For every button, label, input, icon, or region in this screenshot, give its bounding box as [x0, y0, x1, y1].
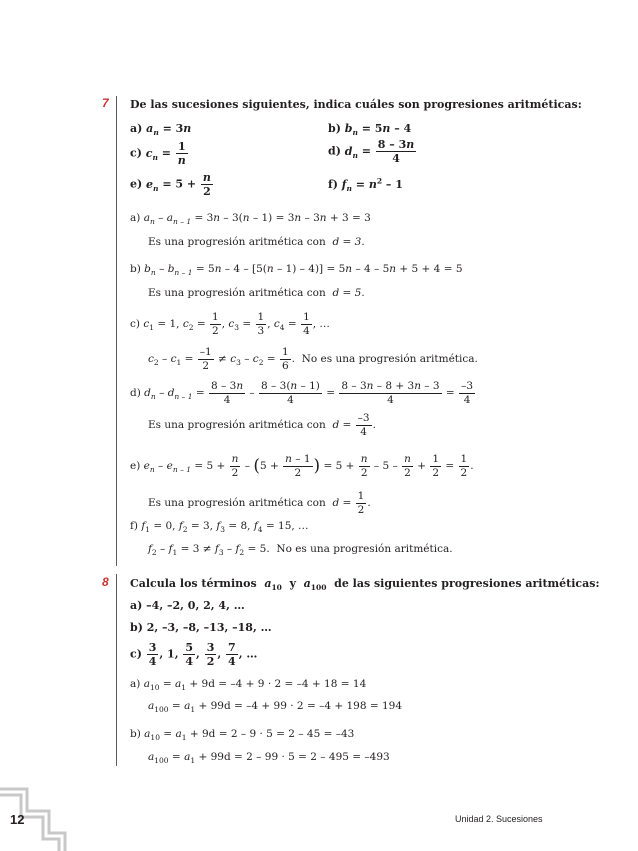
q7-sol-a-d: d = 3.: [332, 236, 365, 248]
q8-heading-mid: y: [289, 577, 296, 590]
q7-sol-f-label: f): [130, 520, 138, 532]
q7-option-c: c) $c_n$ = $\frac{1}{n}$: [130, 140, 186, 167]
q7-option-b: b) $b_n = 5n - 4$: [328, 122, 412, 137]
q7-number: 7: [102, 96, 109, 110]
q7-sol-b-d: d = 5.: [332, 287, 365, 299]
q7-sol-b-label: b): [130, 263, 141, 275]
q7-solution-c-check: $c_2 - c_1$ = $\frac{-1}{2}$ ≠ $c_3 - c_2$ = $\frac{1}{6}$ . No es una progresión aritmética.: [148, 346, 478, 372]
q8-option-b: b) 2, –3, –8, –13, –18, …: [130, 621, 272, 634]
q8-option-a: a) –4, –2, 0, 2, 4, …: [130, 599, 245, 612]
q7-solution-d: d) $d_n - d_{n - 1}$ = $\frac{8 - 3n}{4}$ – $\frac{8 - 3(n - 1)}{4}$ = $\frac{8 - 3n - 8 + 3n - 3}{4}$ = $\frac{-3}{4}$: [130, 380, 473, 406]
q8-heading: Calcula los términos $a_{10}$ y $a_{100}$ de las siguientes progresiones aritméticas:: [130, 577, 600, 592]
q7-sol-b-text: Es una progresión aritmética con: [148, 287, 326, 299]
q8-sol-a100-rest: + 99d = –4 + 99 · 2 = –4 + 198 = 194: [195, 700, 403, 712]
footer-unit-title: Unidad 2. Sucesiones: [455, 814, 543, 824]
q7-solution-e: e) $e_n - e_{n - 1} = 5$ + $\frac{n}{2}$ – (5 + $\frac{n - 1}{2}$ ) = 5 + $\frac{n}{2}$ – 5 – $\frac{n}{2}$ + $\frac{1}{2}$ = $\frac{1}{2}$ .: [130, 453, 474, 479]
q8-heading-post: de las siguientes progresiones aritméticas:: [334, 577, 600, 590]
q7-sol-e-text: Es una progresión aritmética con: [148, 497, 326, 509]
q7-rule: [116, 96, 117, 566]
q8-solution-a-100: $a_{100} = a_1 + 99d = -4 + 99 \cdot 2 = -4 + 198 = 194$: [148, 700, 403, 714]
q7-solution-b: b) $b_n - b_{n - 1} = 5n - 4 - [5(n - 1) - 4)] = 5n - 4 - 5n + 5 + 4 = 5$: [130, 263, 463, 277]
q8-solution-a-10: a) $a_{10} = a_1 + 9d = -4 + 9 \cdot 2 = -4 + 18 = 14$: [130, 678, 367, 692]
q7-sol-c-conclusion: No es una progresión aritmética.: [301, 353, 478, 365]
q7-sol-e-label: e): [130, 460, 141, 472]
q7-sol-c-label: c): [130, 318, 140, 330]
q8-rule: [116, 574, 117, 766]
q8-sol-b10-rest: + 9d = 2 – 9 · 5 = 2 – 45 = –43: [186, 728, 355, 740]
q7-solution-f-check: $f_2 - f_1 = 3 \ne f_3 - f_2 = 5$. No es una progresión aritmética.: [148, 543, 453, 557]
q7-sol-d-label: d): [130, 387, 141, 399]
q7-solution-b-result: [148, 287, 365, 299]
q7-solution-a-result: [148, 236, 365, 248]
q7-sol-d-text: Es una progresión aritmética con: [148, 419, 326, 431]
q7-option-f: f) $f_n = n^2 - 1$: [328, 176, 403, 193]
q7-option-e: e) $e_n = 5$ + $\frac{n}{2}$: [130, 171, 211, 198]
q7-sol-a-label: a): [130, 212, 141, 224]
q8-option-c: c) $\frac{3}{4}$ , 1, $\frac{5}{4}$ , $\frac{3}{2}$ , $\frac{7}{4}$ , …: [130, 641, 258, 668]
page-number: 12: [10, 812, 25, 827]
q7-solution-e-result: Es una progresión aritmética con d = $\frac{1}{2}$ .: [148, 490, 371, 516]
q8-heading-pre: Calcula los términos: [130, 577, 257, 590]
q7-solution-c: c) $c_1 = 1$, $c_2$ = $\frac{1}{2}$ , $c_3$ = $\frac{1}{3}$ , $c_4$ = $\frac{1}{4}$ , …: [130, 311, 330, 337]
q8-sol-b100-rest: + 99d = 2 – 99 · 5 = 2 – 495 = –493: [195, 751, 390, 763]
q7-solution-f: f) $f_1 = 0$, $f_2 = 3$, $f_3 = 8$, $f_4 = 15$, …: [130, 520, 309, 534]
q7-sol-a-text: Es una progresión aritmética con: [148, 236, 326, 248]
q8-solution-b-10: b) $a_{10} = a_1 + 9d = 2 - 9 \cdot 5 = 2 - 45 = -43$: [130, 728, 355, 742]
q7-solution-d-result: Es una progresión aritmética con d = $\frac{-3}{4}$ .: [148, 412, 376, 438]
q7-heading: De las sucesiones siguientes, indica cuáles son progresiones aritméticas:: [130, 98, 582, 111]
page-corner-decoration: [0, 770, 80, 851]
q7-option-d: d) $d_n$ = $\frac{8 - 3n}{4}$: [328, 138, 415, 165]
q8-solution-b-100: $a_{100} = a_1 + 99d = 2 - 99 \cdot 5 = 2 - 495 = -493$: [148, 751, 390, 765]
q8-sol-a10-rest: + 9d = –4 + 9 · 2 = –4 + 18 = 14: [186, 678, 367, 690]
q8-number: 8: [102, 575, 109, 589]
q7-solution-a: a) $a_n - a_{n - 1} = 3n - 3(n - 1) = 3n - 3n + 3 = 3$: [130, 212, 371, 226]
q7-option-a: a) $a_n = 3n$: [130, 122, 192, 137]
q7-sol-f-conclusion: No es una progresión aritmética.: [276, 543, 453, 555]
